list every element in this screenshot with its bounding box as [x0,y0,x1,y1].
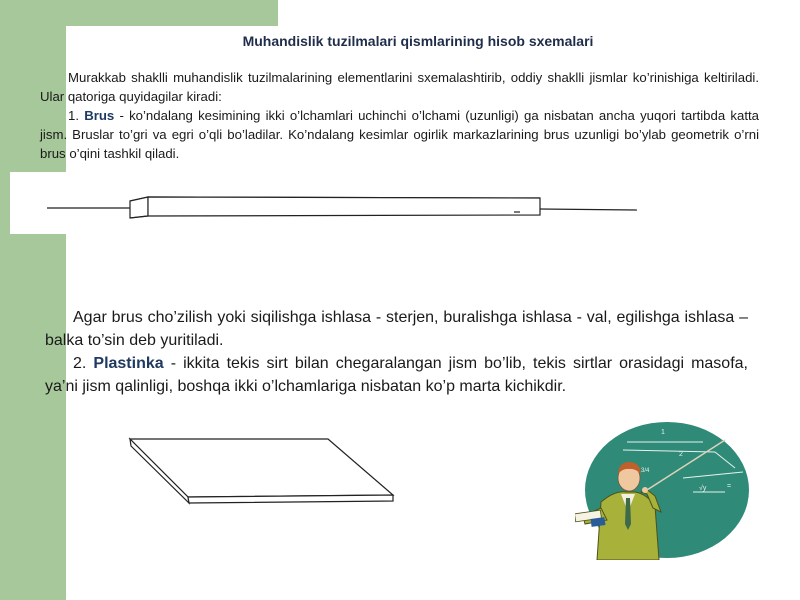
board-text-1: 1 [661,429,665,436]
teacher-illustration [575,420,755,560]
slide-title: Muhandislik tuzilmalari qismlarining hisob sxemalari [242,33,594,49]
board-text-3: 3/4 [641,468,650,474]
item-number: 1. [68,108,79,123]
board-text-4: √y [699,485,707,492]
lower-text [45,306,748,398]
beam-types-paragraph: Agar brus cho’zilish yoki siqilishga ishlasa - sterjen, buralishga ishlasa - val, egilishga ishlasa – balka to’sin deb yuritiladi. [45,309,748,349]
plastinka-definition: - ikkita tekis sirt bilan chegaralangan jism bo’lib, tekis sirtlar orasidagi masofa, ya’ni jism qalinligi, boshqa ikki o’lchamlariga nisbatan ko’p marta kichikdir. [45,355,748,395]
plate-figure [130,439,393,503]
term-brus: Brus [84,108,115,123]
board-text-2: 2 [679,451,683,458]
item-number: 2. [73,355,87,372]
item-plastinka [45,352,748,398]
term-plastinka: Plastinka [93,355,164,372]
brus-definition: - ko’ndalang kesimining ikki o’lchamlari uchinchi o’lchami (uzunligi) ga nisbatan ancha yuqori tartibda katta jism. Bruslar to’gri va egri o’qli bo’ladilar. Ko’ndalang kesimlar ogirlik markazlarining brus uzunligi bo’ylab geometrik o’rni brus o’qini tashkil qiladi. [40,108,759,161]
beam-figure [47,197,637,218]
intro-paragraph: Murakkab shaklli muhandislik tuzilmalarining elementlarini sxemalashtirib, oddiy shaklli jismlar ko’rinishiga keltiriladi. Ular qatoriga quyidagilar kiradi: [40,70,759,104]
board-text-5: = [727,483,732,490]
